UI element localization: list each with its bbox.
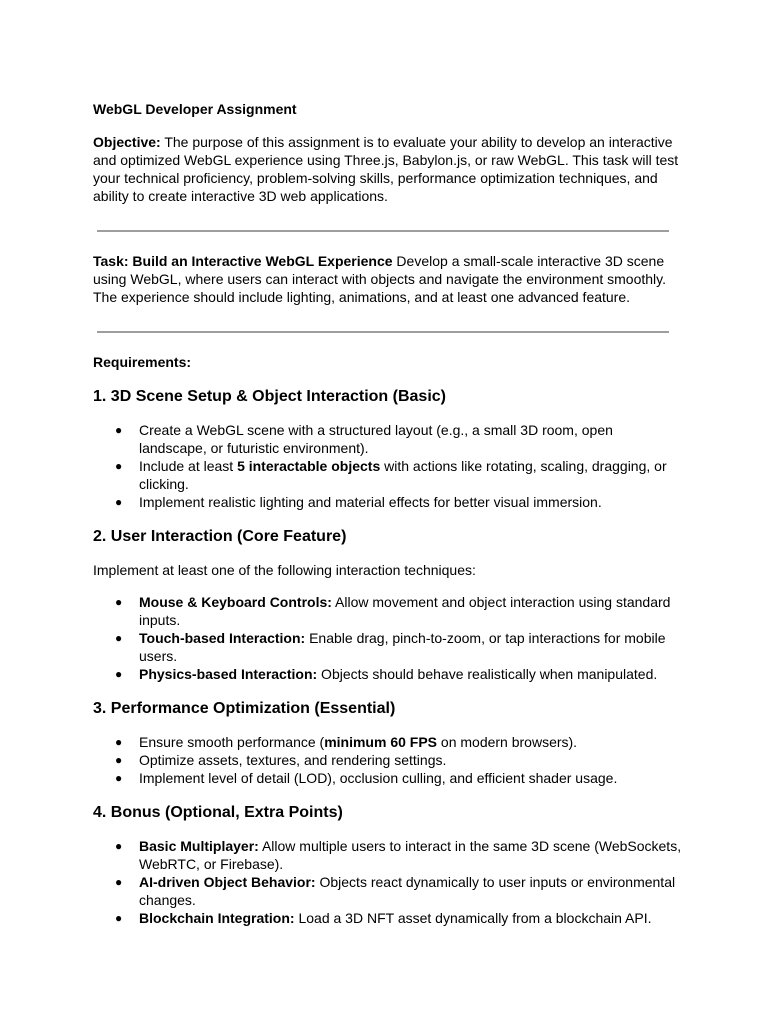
list-item bbox=[93, 837, 683, 873]
requirements-sections bbox=[93, 387, 683, 927]
bullet-dot-icon: ● bbox=[115, 771, 123, 785]
task-text: Develop a small-scale interactive 3D scene using WebGL, where users can interact with objects and navigate the environment smoothly. The experience should include lighting, animations, and at least one advanced feature. bbox=[93, 253, 667, 305]
list-item bbox=[93, 769, 683, 787]
list-item-bold-text: AI-driven Object Behavior: bbox=[139, 874, 316, 890]
bullet-dot-icon: ● bbox=[115, 839, 123, 853]
list-item-text: Implement level of detail (LOD), occlusion culling, and efficient shader usage. bbox=[139, 770, 618, 786]
list-item bbox=[93, 733, 683, 751]
list-item-text: Implement realistic lighting and material effects for better visual immersion. bbox=[139, 494, 602, 510]
document-title: WebGL Developer Assignment bbox=[93, 101, 297, 117]
bullet-dot-icon: ● bbox=[115, 631, 123, 645]
section-heading: 4. Bonus (Optional, Extra Points) bbox=[93, 804, 343, 821]
list-item-text: Include at least bbox=[139, 458, 238, 474]
list-item-text: Create a WebGL scene with a structured layout (e.g., a small 3D room, open landscape, or futuristic environment). bbox=[139, 422, 613, 456]
bullet-dot-icon: ● bbox=[115, 911, 123, 925]
list-item-text: Objects react dynamically to user inputs or environmental changes. bbox=[139, 874, 676, 908]
list-item bbox=[93, 421, 683, 457]
bullet-list bbox=[93, 733, 683, 787]
horizontal-rule-1 bbox=[97, 230, 669, 232]
bullet-dot-icon: ● bbox=[115, 423, 123, 437]
objective-paragraph bbox=[93, 133, 683, 205]
bullet-dot-icon: ● bbox=[115, 459, 123, 473]
list-item-text: with actions like rotating, scaling, dragging, or clicking. bbox=[139, 458, 667, 492]
list-item-bold-text: Physics-based Interaction: bbox=[139, 666, 318, 682]
section-intro: Implement at least one of the following interaction techniques: bbox=[93, 562, 476, 578]
list-item-text: on modern browsers). bbox=[437, 734, 578, 750]
task-paragraph bbox=[93, 252, 683, 306]
list-item-bold-text: Mouse & Keyboard Controls: bbox=[139, 594, 332, 610]
task-label: Task: Build an Interactive WebGL Experience bbox=[93, 253, 393, 269]
list-item bbox=[93, 457, 683, 493]
list-item-text: Ensure smooth performance ( bbox=[139, 734, 325, 750]
bullet-list bbox=[93, 837, 683, 927]
bullet-dot-icon: ● bbox=[115, 667, 123, 681]
list-item-text: Enable drag, pinch-to-zoom, or tap interactions for mobile users. bbox=[139, 630, 666, 664]
list-item bbox=[93, 593, 683, 629]
bullet-dot-icon: ● bbox=[115, 595, 123, 609]
list-item-text: Optimize assets, textures, and rendering settings. bbox=[139, 752, 447, 768]
objective-label: Objective: bbox=[93, 134, 161, 150]
list-item-bold-text: Basic Multiplayer: bbox=[139, 838, 259, 854]
requirements-heading: Requirements: bbox=[93, 354, 192, 370]
bullet-list bbox=[93, 421, 683, 511]
list-item-bold-text: 5 interactable objects bbox=[237, 458, 381, 474]
bullet-dot-icon: ● bbox=[115, 495, 123, 509]
list-item-bold-text: Blockchain Integration: bbox=[139, 910, 295, 926]
list-item-text: Load a 3D NFT asset dynamically from a blockchain API. bbox=[294, 910, 652, 926]
bullet-dot-icon: ● bbox=[115, 875, 123, 889]
list-item-text: Allow multiple users to interact in the same 3D scene (WebSockets, WebRTC, or Firebase). bbox=[139, 838, 682, 872]
list-item bbox=[93, 873, 683, 909]
list-item-text: Objects should behave realistically when manipulated. bbox=[317, 666, 658, 682]
bullet-list bbox=[93, 593, 683, 683]
section-heading: 1. 3D Scene Setup & Object Interaction (Basic) bbox=[93, 388, 446, 405]
document-content bbox=[93, 100, 683, 927]
list-item bbox=[93, 629, 683, 665]
list-item bbox=[93, 493, 683, 511]
section-heading: 3. Performance Optimization (Essential) bbox=[93, 700, 396, 717]
bullet-dot-icon: ● bbox=[115, 753, 123, 767]
bullet-dot-icon: ● bbox=[115, 735, 123, 749]
list-item bbox=[93, 751, 683, 769]
list-item-bold-text: minimum 60 FPS bbox=[324, 734, 438, 750]
horizontal-rule-2 bbox=[97, 331, 669, 333]
objective-text: The purpose of this assignment is to evaluate your ability to develop an interactive and optimized WebGL experience using Three.js, Babylon.js, or raw WebGL. This task will test your technical proficiency, problem-solving skills, performance optimization techniques, and ability to create interactive 3D web applications. bbox=[93, 134, 679, 204]
section-heading: 2. User Interaction (Core Feature) bbox=[93, 528, 347, 545]
list-item bbox=[93, 665, 683, 683]
list-item-text: Allow movement and object interaction using standard inputs. bbox=[139, 594, 671, 628]
list-item-bold-text: Touch-based Interaction: bbox=[139, 630, 306, 646]
list-item bbox=[93, 909, 683, 927]
